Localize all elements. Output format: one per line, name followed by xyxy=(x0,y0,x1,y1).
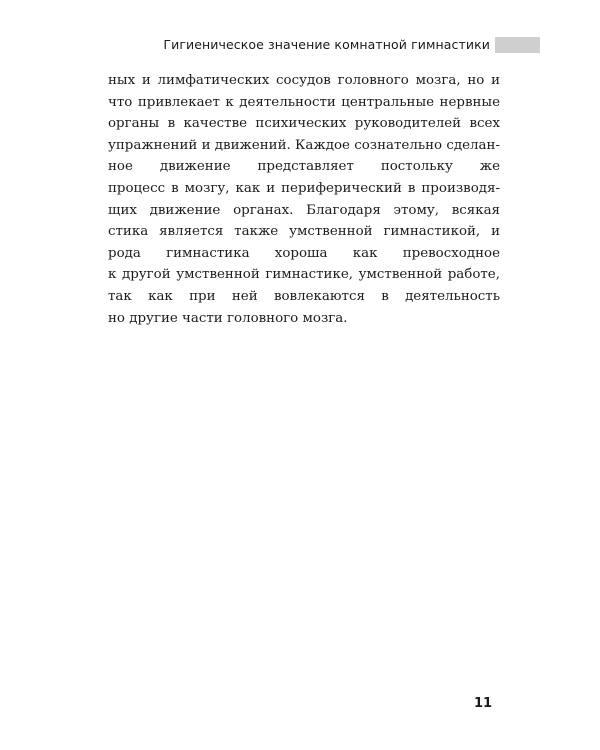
text-line: к другой умственной гимнастике, умственной работе, xyxy=(108,267,500,283)
text-line: ное движение представляет постольку же xyxy=(108,159,500,175)
running-header xyxy=(110,36,540,54)
text-line: что привлекает к деятельности центральные нервные xyxy=(108,94,500,110)
text-line: но другие части головного мозга. xyxy=(108,310,348,326)
text-line: стика является также умственной гимнастикой, и xyxy=(108,224,500,240)
text-line: щих движение органах. Благодаря этому, всякая xyxy=(108,202,500,218)
body-paragraph xyxy=(108,70,500,329)
text-line: так как при ней вовлекаются в деятельность xyxy=(108,288,500,304)
text-line: процесс в мозгу, как и периферический в производя- xyxy=(108,180,500,196)
header-bar-decoration xyxy=(495,37,540,53)
text-line: органы в качестве психических руководителей всех xyxy=(108,116,500,132)
page-number: 11 xyxy=(474,696,493,711)
text-line: ных и лимфатических сосудов головного мозга, но и xyxy=(108,73,500,88)
running-title: Гигиеническое значение комнатной гимнастики xyxy=(163,37,490,52)
text-line: упражнений и движений. Каждое сознательно сделан- xyxy=(108,137,500,153)
text-line: рода гимнастика хороша как превосходное xyxy=(108,245,500,261)
